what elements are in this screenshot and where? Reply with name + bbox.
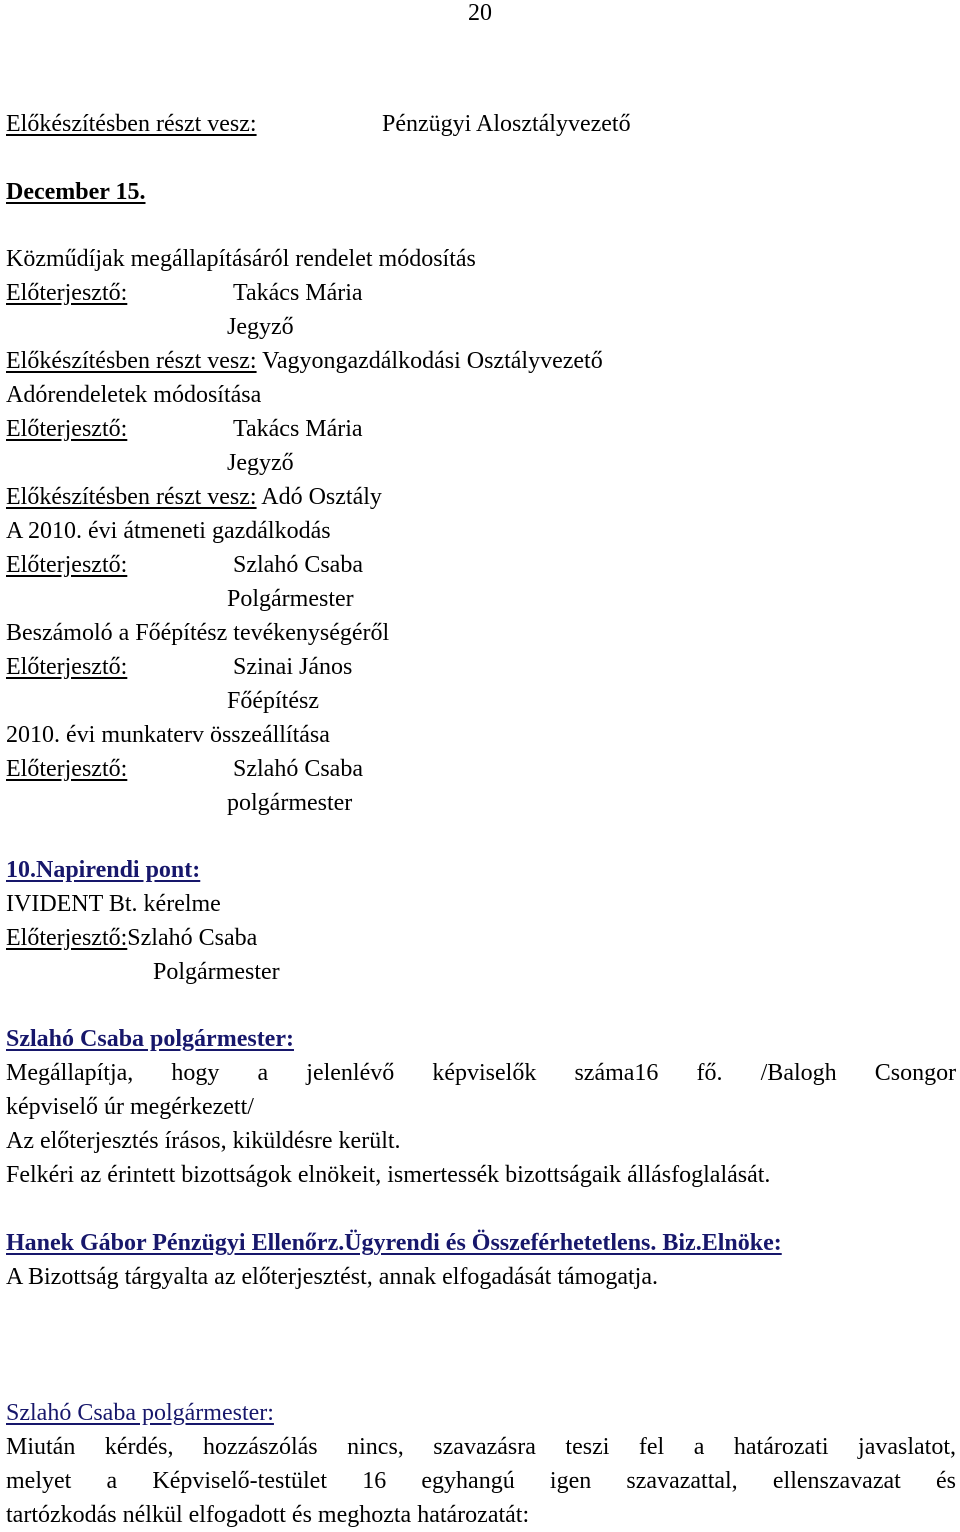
word: Megállapítja, <box>6 1060 134 1086</box>
presenter-role: Jegyző <box>227 314 294 340</box>
page-number: 20 <box>468 0 492 26</box>
prep-value: Adó Osztály <box>256 484 382 510</box>
item-title: Közműdíjak megállapításáról rendelet módosítás <box>6 246 476 272</box>
presenter-row <box>6 548 946 582</box>
word: hogy <box>171 1060 220 1086</box>
speech-line: képviselő úr megérkezett/ <box>6 1094 254 1120</box>
agenda-subject: IVIDENT Bt. kérelme <box>6 891 221 917</box>
speech-line: Felkéri az érintett bizottságok elnökeit, ismertessék bizottságaik állásfoglalását. <box>6 1162 771 1188</box>
presenter-role: Főépítész <box>227 688 319 714</box>
word: Csongor <box>874 1060 957 1086</box>
presenter-role: polgármester <box>227 790 353 816</box>
prep-row <box>6 480 382 514</box>
presenter-row <box>6 752 946 786</box>
word: száma16 <box>574 1060 659 1086</box>
speech-line: melyet a Képviselő-testület 16 egyhangú igen szavazattal, ellenszavazat és <box>6 1468 956 1494</box>
presenter-role: Jegyző <box>227 450 294 476</box>
presenter-row <box>6 412 946 446</box>
speaker-heading: Szlahó Csaba polgármester: <box>6 1400 274 1426</box>
prep-label: Előkészítésben részt vesz: <box>6 348 257 374</box>
intro-label: Előkészítésben részt vesz: <box>6 111 257 137</box>
item-title: Adórendeletek módosítása <box>6 382 262 408</box>
presenter-label: Előterjesztő: <box>6 280 128 306</box>
presenter-row <box>6 650 946 684</box>
prep-value: Vagyongazdálkodási Osztályvezető <box>256 348 603 374</box>
agenda-heading: 10.Napirendi pont: <box>6 857 201 883</box>
date-heading: December 15. <box>6 179 146 205</box>
presenter-name: Szlahó Csaba <box>127 925 258 951</box>
word: jelenlévő <box>306 1060 395 1086</box>
intro-row <box>6 107 956 141</box>
prep-row <box>6 344 603 378</box>
item-title: Beszámoló a Főépítész tevékenységéről <box>6 620 390 646</box>
presenter-name: Szlahó Csaba <box>233 552 363 578</box>
speech-line: tartózkodás nélkül elfogadott és meghozta határozatát: <box>6 1502 530 1528</box>
agenda-presenter-row <box>6 921 257 955</box>
presenter-role: Polgármester <box>227 586 354 612</box>
presenter-name: Szinai János <box>233 654 353 680</box>
presenter-label: Előterjesztő: <box>6 552 128 578</box>
presenter-label: Előterjesztő: <box>6 654 128 680</box>
presenter-name: Szlahó Csaba <box>233 756 363 782</box>
speech-line: A Bizottság tárgyalta az előterjesztést, annak elfogadását támogatja. <box>6 1264 658 1290</box>
presenter-name: Takács Mária <box>233 280 363 306</box>
speech-line: Az előterjesztés írásos, kiküldésre került. <box>6 1128 401 1154</box>
presenter-label: Előterjesztő: <box>6 925 128 951</box>
presenter-row <box>6 276 946 310</box>
intro-value: Pénzügyi Alosztályvezető <box>382 111 631 137</box>
presenter-name: Takács Mária <box>233 416 363 442</box>
speech-line: Miután kérdés, hozzászólás nincs, szavazásra teszi fel a határozati javaslatot, <box>6 1434 956 1460</box>
speaker-heading: Hanek Gábor Pénzügyi Ellenőrz.Ügyrendi és Összeférhetetlens. Biz.Elnöke: <box>6 1230 782 1256</box>
speaker-heading: Szlahó Csaba polgármester: <box>6 1026 294 1052</box>
prep-label: Előkészítésben részt vesz: <box>6 484 257 510</box>
word: a <box>257 1060 269 1086</box>
word: képviselők <box>432 1060 537 1086</box>
item-title: A 2010. évi átmeneti gazdálkodás <box>6 518 331 544</box>
presenter-label: Előterjesztő: <box>6 416 128 442</box>
item-title: 2010. évi munkaterv összeállítása <box>6 722 330 748</box>
word: /Balogh <box>760 1060 837 1086</box>
word: fő. <box>696 1060 723 1086</box>
presenter-role: Polgármester <box>153 959 280 985</box>
speech-line <box>6 1056 956 1090</box>
presenter-label: Előterjesztő: <box>6 756 128 782</box>
